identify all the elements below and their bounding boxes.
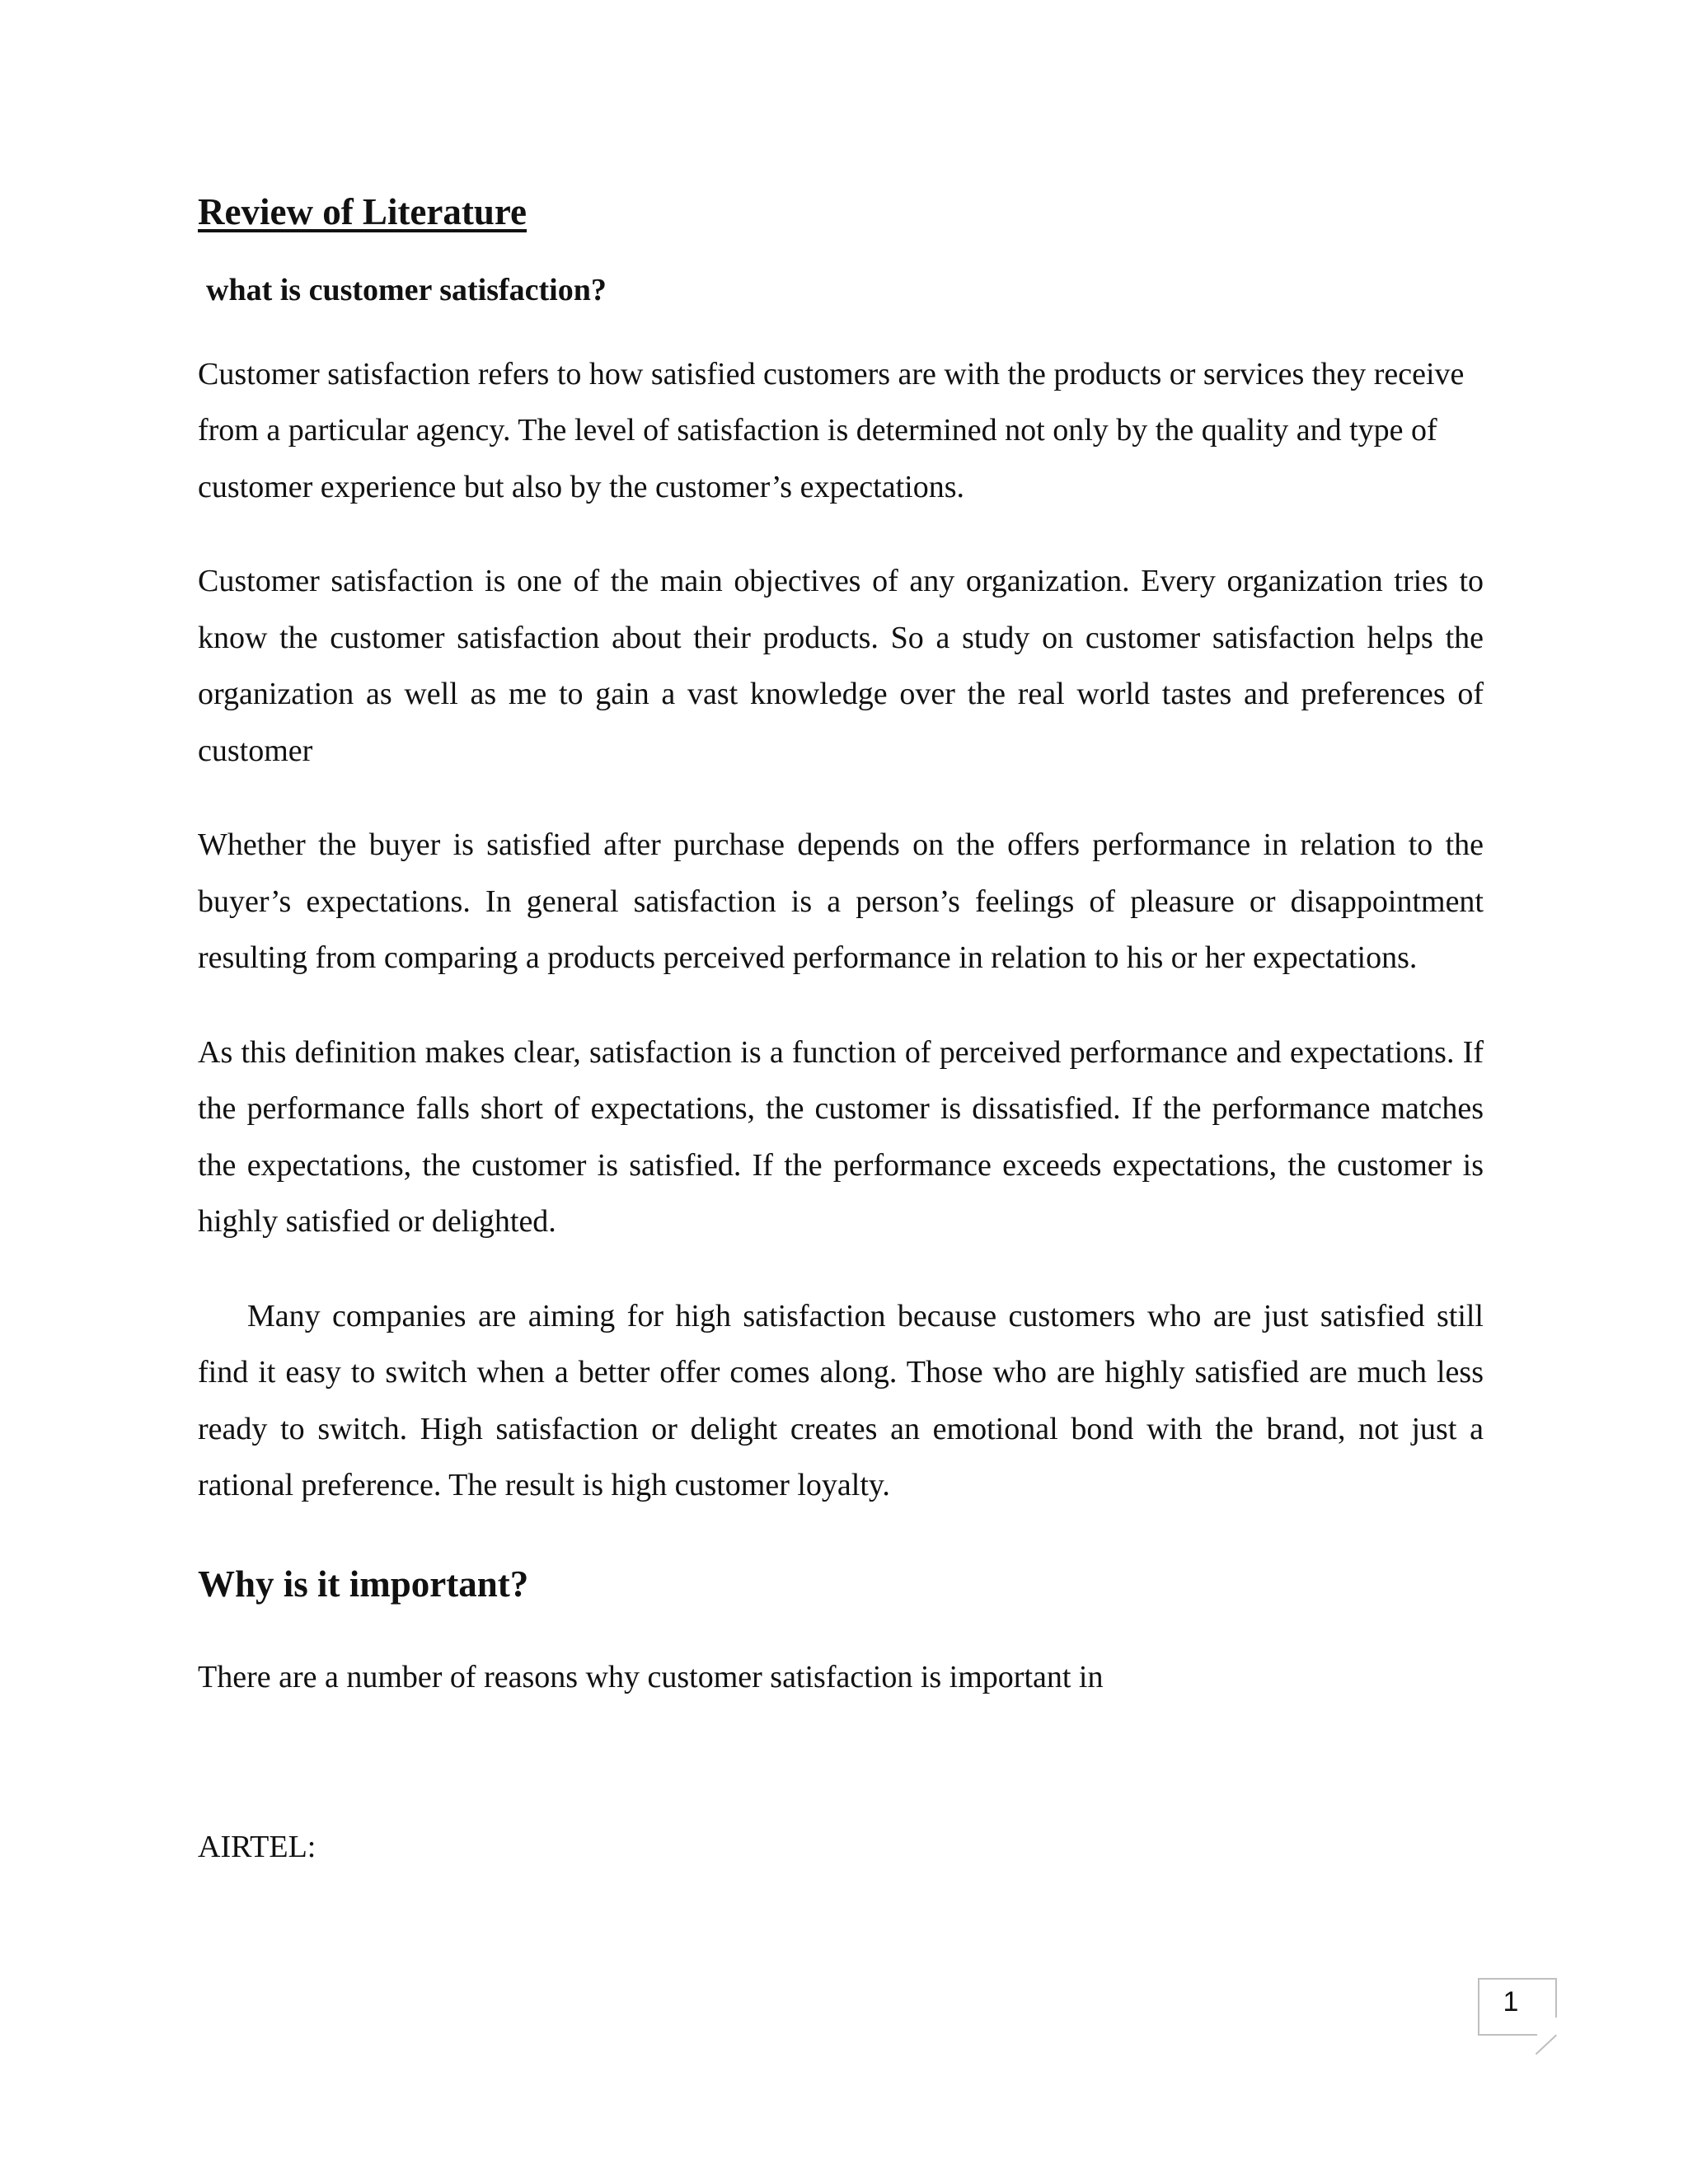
page-content [198, 190, 1484, 1867]
page-curl-icon [1536, 2035, 1557, 2055]
section-paragraph: There are a number of reasons why customer satisfaction is important in [198, 1659, 1104, 1694]
paragraph-5: Many companies are aiming for high satisfaction because customers who are just satisfied still find it easy to switch when a better offer comes along. Those who are highly satisfied are much less ready to switch. High satisfaction or delight creates an emotional bond with the brand, not just a rational preference. The result is high customer loyalty. [198, 1298, 1484, 1503]
paragraph-4: As this definition makes clear, satisfaction is a function of perceived performance and expectations. If the performance falls short of expectations, the customer is dissatisfied. If the performance matches the expectations, the customer is satisfied. If the performance exceeds expectations, the customer is highly satisfied or delighted. [198, 1034, 1484, 1240]
page-number-box [1478, 1978, 1557, 2036]
airtel-label: AIRTEL: [198, 1830, 316, 1865]
paragraph-2: Customer satisfaction is one of the main objectives of any organization. Every organization tries to know the customer satisfaction about their products. So a study on customer satisfaction helps the organization as well as me to gain a vast knowledge over the real world tastes and preferences of customer [198, 564, 1484, 768]
subtitle: what is customer satisfaction? [206, 273, 607, 307]
paragraph-3: Whether the buyer is satisfied after purchase depends on the offers performance in relation to the buyer’s expectations. In general satisfaction is a person’s feelings of pleasure or disappointment resulting from comparing a products perceived performance in relation to his or her expectations. [198, 827, 1484, 976]
paragraph-1: Customer satisfaction refers to how satisfied customers are with the products or services they receive from a particular agency. The level of satisfaction is determined not only by the quality and type of customer experience but also by the customer’s expectations. [198, 356, 1465, 504]
page-number: 1 [1503, 1986, 1519, 2018]
section-heading: Why is it important? [198, 1563, 529, 1605]
page-title: Review of Literature [198, 191, 528, 232]
